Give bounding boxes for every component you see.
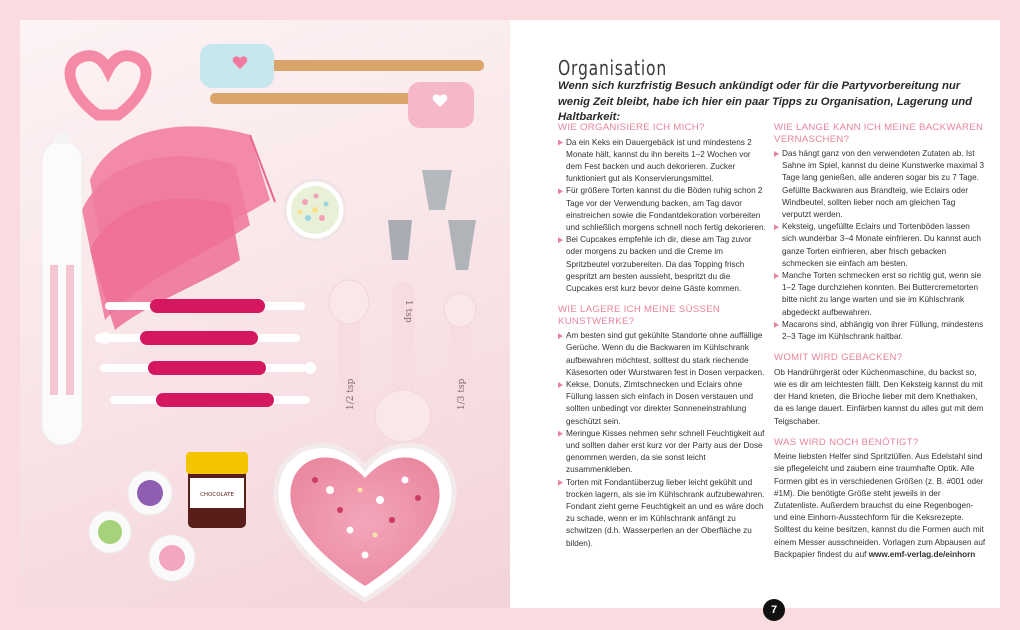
list-item: Kekse, Donuts, Zimtschnecken und Eclairs ohne Füllung lassen sich einfach in Dosen verstauen und sollten unbedingt vor direkter Sonneneinstrahlung geschützt sein. xyxy=(558,379,768,428)
page-title: Organisation xyxy=(558,56,668,80)
list-item: Bei Cupcakes empfehle ich dir, diese am Tag zuvor oder morgens zu backen und die Creme im Spritzbeutel vorzubereiten. Da das Topping frisch gespritzt am besten aussieht, bespritzt du die Cupcakes erst kurz bevor deine Gäste kommen. xyxy=(558,234,768,295)
food-colour-jar-label: CHOCOLATE xyxy=(200,492,234,498)
page-number-badge: 7 xyxy=(763,599,785,621)
piping-tip-3 xyxy=(448,220,476,270)
spatula-handle-bottom xyxy=(210,93,425,104)
text-column-right xyxy=(774,122,986,570)
list-item: Keksteig, ungefüllte Eclairs und Tortenböden lassen sich wunderbar 3–4 Monate einfrieren. Du kannst auch ganze Torten einfrieren, aber frisch gebacken schmecken sie einfach am besten. xyxy=(774,221,986,270)
spoon-label-one: 1 tsp xyxy=(403,300,413,323)
spatula-handle-top xyxy=(254,60,484,71)
section-heading: WOMIT WIRD GEBACKEN? xyxy=(774,352,903,364)
baking-tools-photo xyxy=(20,20,510,608)
list-item: Meringue Kisses nehmen sehr schnell Feuchtigkeit auf und sollten daher erst kurz vor der Party aus der Dose genommen werden, da sie sonst leicht zusammenkleben. xyxy=(558,428,768,477)
heart-cookie-cutter xyxy=(70,56,146,115)
list-item: Das hängt ganz von den verwendeten Zutaten ab. Ist Sahne im Spiel, kannst du deine Kunstwerke maximal 3 Tage lang genießen, alle anderen sogar bis zu 7 Tage. Gefüllte Backwaren aus Brandteig, wie Eclairs oder Windbeutel, sollten lieber noch am gleichen Tag verputzt werden. xyxy=(774,148,986,221)
section-heading: WAS WIRD NOCH BENÖTIGT? xyxy=(774,436,919,448)
text-page xyxy=(510,20,1000,616)
section-text-body: Meine liebsten Helfer sind Spritztüllen. Aus Edelstahl sind sie pflegeleicht und zaubern eine traumhafte Optik. Alle Formen gibt es in verschiedenen Größen (z. B. #001 oder #1M). Die benötigte Größe steht jeweils in der Zutatenliste. Außerdem brauchst du eine Regenbogen- und eine Einhorn-Ausstechform für die Keksrezepte. Solltest du keine besitzen, kannst du die Formen auch mit einem Messer ausschneiden. Vorlagen zum Abpausen auf Backpapier findest du auf xyxy=(774,452,986,559)
rolling-pin xyxy=(42,140,82,445)
list-item: Torten mit Fondantüberzug lieber leicht gekühlt und trocken lagern, als sie im Kühlschrank aufzubewahren. Fondant zieht gerne Feuchtigkeit an und es wäre doch zu schade, wenn er im Kühlschrank anfängt zu schwitzen (d.h. Wasserperlen an der Oberfläche zu bilden). xyxy=(558,477,768,550)
text-column-left xyxy=(558,122,768,559)
section-equipment xyxy=(774,352,986,428)
book-spread xyxy=(20,20,1000,616)
list-item: Macarons sind, abhängig von ihrer Füllung, mindestens 2–3 Tage im Kühlschrank haltbar. xyxy=(774,319,986,343)
section-organisation xyxy=(558,122,768,295)
section-additional-tools xyxy=(774,437,986,561)
section-heading: WIE LANGE KANN ICH MEINE BACKWAREN VERNASCHEN? xyxy=(774,122,984,145)
photo-illustration xyxy=(20,20,510,608)
measuring-spoons xyxy=(329,280,476,442)
section-storage xyxy=(558,304,768,550)
list-item: Manche Torten schmecken erst so richtig gut, wenn sie 1–2 Tage durchziehen konnten. Bei Buttercremetorten bitte nicht zu lange warten und sie im Kühlschrank abgedeckt aufbewahren. xyxy=(774,270,986,319)
intro-paragraph: Wenn sich kurzfristig Besuch ankündigt oder für die Partyvorbereitung nur wenig Zeit bleibt, habe ich hier ein paar Tipps zu Organisation, Lagerung und Haltbarkeit: xyxy=(558,80,973,123)
section-text xyxy=(774,451,986,561)
website-link[interactable]: www.emf-verlag.de/einhorn xyxy=(868,549,976,559)
list-item: Da ein Keks ein Dauergebäck ist und mindestens 2 Monate hält, kannst du ihn bereits 1–2 Wochen vor dem Fest backen und auch dekorieren. Zucker funktioniert gut als Konservierungsmittel. xyxy=(558,137,768,186)
list-item: Am besten sind gut gekühlte Standorte ohne auffällige Gerüche. Wenn du die Backwaren im Kühlschrank aufbewahren möchtest, solltest du stark riechende Käsesorten oder Wurstwaren fest in Dosen verpacken. xyxy=(558,330,768,379)
piping-tip-2 xyxy=(388,220,412,260)
spoon-label-half: 1/2 tsp xyxy=(346,378,356,410)
piping-tip-1 xyxy=(422,170,452,210)
spoon-label-third: 1/3 tsp xyxy=(457,378,467,410)
section-heading: WIE ORGANISIERE ICH MICH? xyxy=(558,122,705,133)
section-heading: WIE LAGERE ICH MEINE SÜSSEN KUNSTWERKE? xyxy=(558,304,721,327)
section-text: Ob Handrührgerät oder Küchenmaschine, du backst so, wie es dir am leichtesten fällt. Den Keksteig kannst du mit der Hand kneten, die Brioche lieber mit dem Knethaken, da es lange dauert. Einfärben kannst du alles gut mit dem Teigschaber. xyxy=(774,367,984,426)
section-shelf-life xyxy=(774,122,986,343)
list-item: Für größere Torten kannst du die Böden ruhig schon 2 Tage vor der Verwendung backen, am Tag davor einstreichen sowie die Fondantdekoration vorbereiten und schließlich morgens schnell noch fertig dekorieren. xyxy=(558,185,768,234)
